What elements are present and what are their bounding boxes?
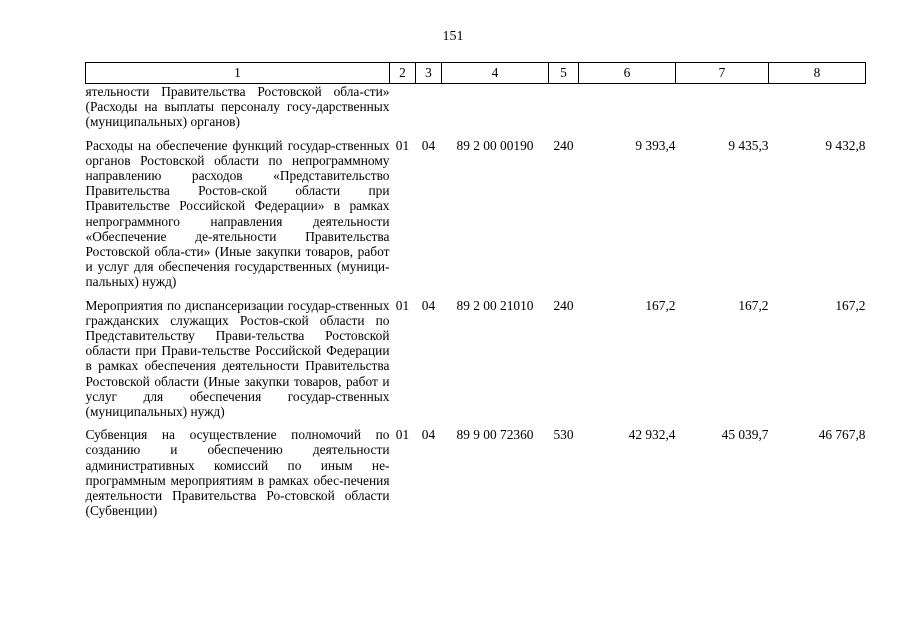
row-target-article xyxy=(442,84,549,138)
row-section: 01 xyxy=(395,427,410,443)
header-col-3: 3 xyxy=(416,63,442,84)
row-section xyxy=(390,84,416,138)
row-amount-col7 xyxy=(676,84,769,138)
row-section: 01 xyxy=(395,137,410,153)
table-row xyxy=(86,427,866,526)
row-amount-col7: 167,2 xyxy=(738,297,769,313)
table-row xyxy=(86,298,866,428)
row-description: ятельности Правительства Ростовской обла-сти» (Расходы на выплаты персоналу госу-дарственных (муниципальных) органов) xyxy=(85,84,390,130)
row-subsection xyxy=(416,84,442,138)
table-row xyxy=(86,138,866,298)
header-col-2: 2 xyxy=(390,63,416,84)
row-expense-type: 240 xyxy=(553,297,574,313)
header-col-8: 8 xyxy=(769,63,866,84)
row-description: Мероприятия по диспансеризации государ-ственных гражданских служащих Ростов-ской области по Представительству Прави-тельства Ростовской области при Прави-тельстве Российской Федерации в рамках обеспечения деятельности Правительства Ростовской области (Иные закупки товаров, работ и услуг для обеспечения государ-ственных (муниципальных) нужд) xyxy=(85,297,390,420)
header-row xyxy=(86,63,866,84)
row-amount-col8: 46 767,8 xyxy=(818,427,866,443)
row-amount-col7: 9 435,3 xyxy=(728,137,769,153)
budget-table xyxy=(85,62,866,526)
row-amount-col6: 9 393,4 xyxy=(635,137,676,153)
header-col-4: 4 xyxy=(442,63,549,84)
row-section: 01 xyxy=(395,297,410,313)
row-amount-col6 xyxy=(579,84,676,138)
row-amount-col6: 167,2 xyxy=(645,297,676,313)
row-amount-col8: 167,2 xyxy=(835,297,866,313)
header-col-1: 1 xyxy=(86,63,390,84)
row-description: Расходы на обеспечение функций государ-ственных органов Ростовской области по непрограммному направлению расходов «Представительство Правительства Ростов-ской области при Правительстве Российской Федерации» в рамках непрограммного направления деятельности «Обеспечение де-ятельности Правительства Ростовской обла-сти» (Иные закупки товаров, работ и услуг для обеспечения государственных (муници-пальных) нужд) xyxy=(85,137,390,290)
row-expense-type xyxy=(549,84,579,138)
row-expense-type: 240 xyxy=(553,137,574,153)
row-target-article: 89 2 00 21010 xyxy=(456,297,534,313)
row-target-article: 89 9 00 72360 xyxy=(456,427,534,443)
row-subsection: 04 xyxy=(421,297,436,313)
row-description: Субвенция на осуществление полномочий по созданию и обеспечению деятельности административных комиссий по иным не-программным мероприятиям в рамках обес-печения деятельности Правительства Ро-стовской области (Субвенции) xyxy=(85,427,390,519)
header-col-7: 7 xyxy=(676,63,769,84)
row-amount-col7: 45 039,7 xyxy=(721,427,769,443)
row-subsection: 04 xyxy=(421,137,436,153)
row-subsection: 04 xyxy=(421,427,436,443)
row-amount-col8: 9 432,8 xyxy=(825,137,866,153)
page-number: 151 xyxy=(442,29,464,44)
row-amount-col6: 42 932,4 xyxy=(628,427,676,443)
table-row xyxy=(86,84,866,138)
header-col-6: 6 xyxy=(579,63,676,84)
row-expense-type: 530 xyxy=(553,427,574,443)
row-target-article: 89 2 00 00190 xyxy=(456,137,534,153)
header-col-5: 5 xyxy=(549,63,579,84)
row-amount-col8 xyxy=(769,84,866,138)
